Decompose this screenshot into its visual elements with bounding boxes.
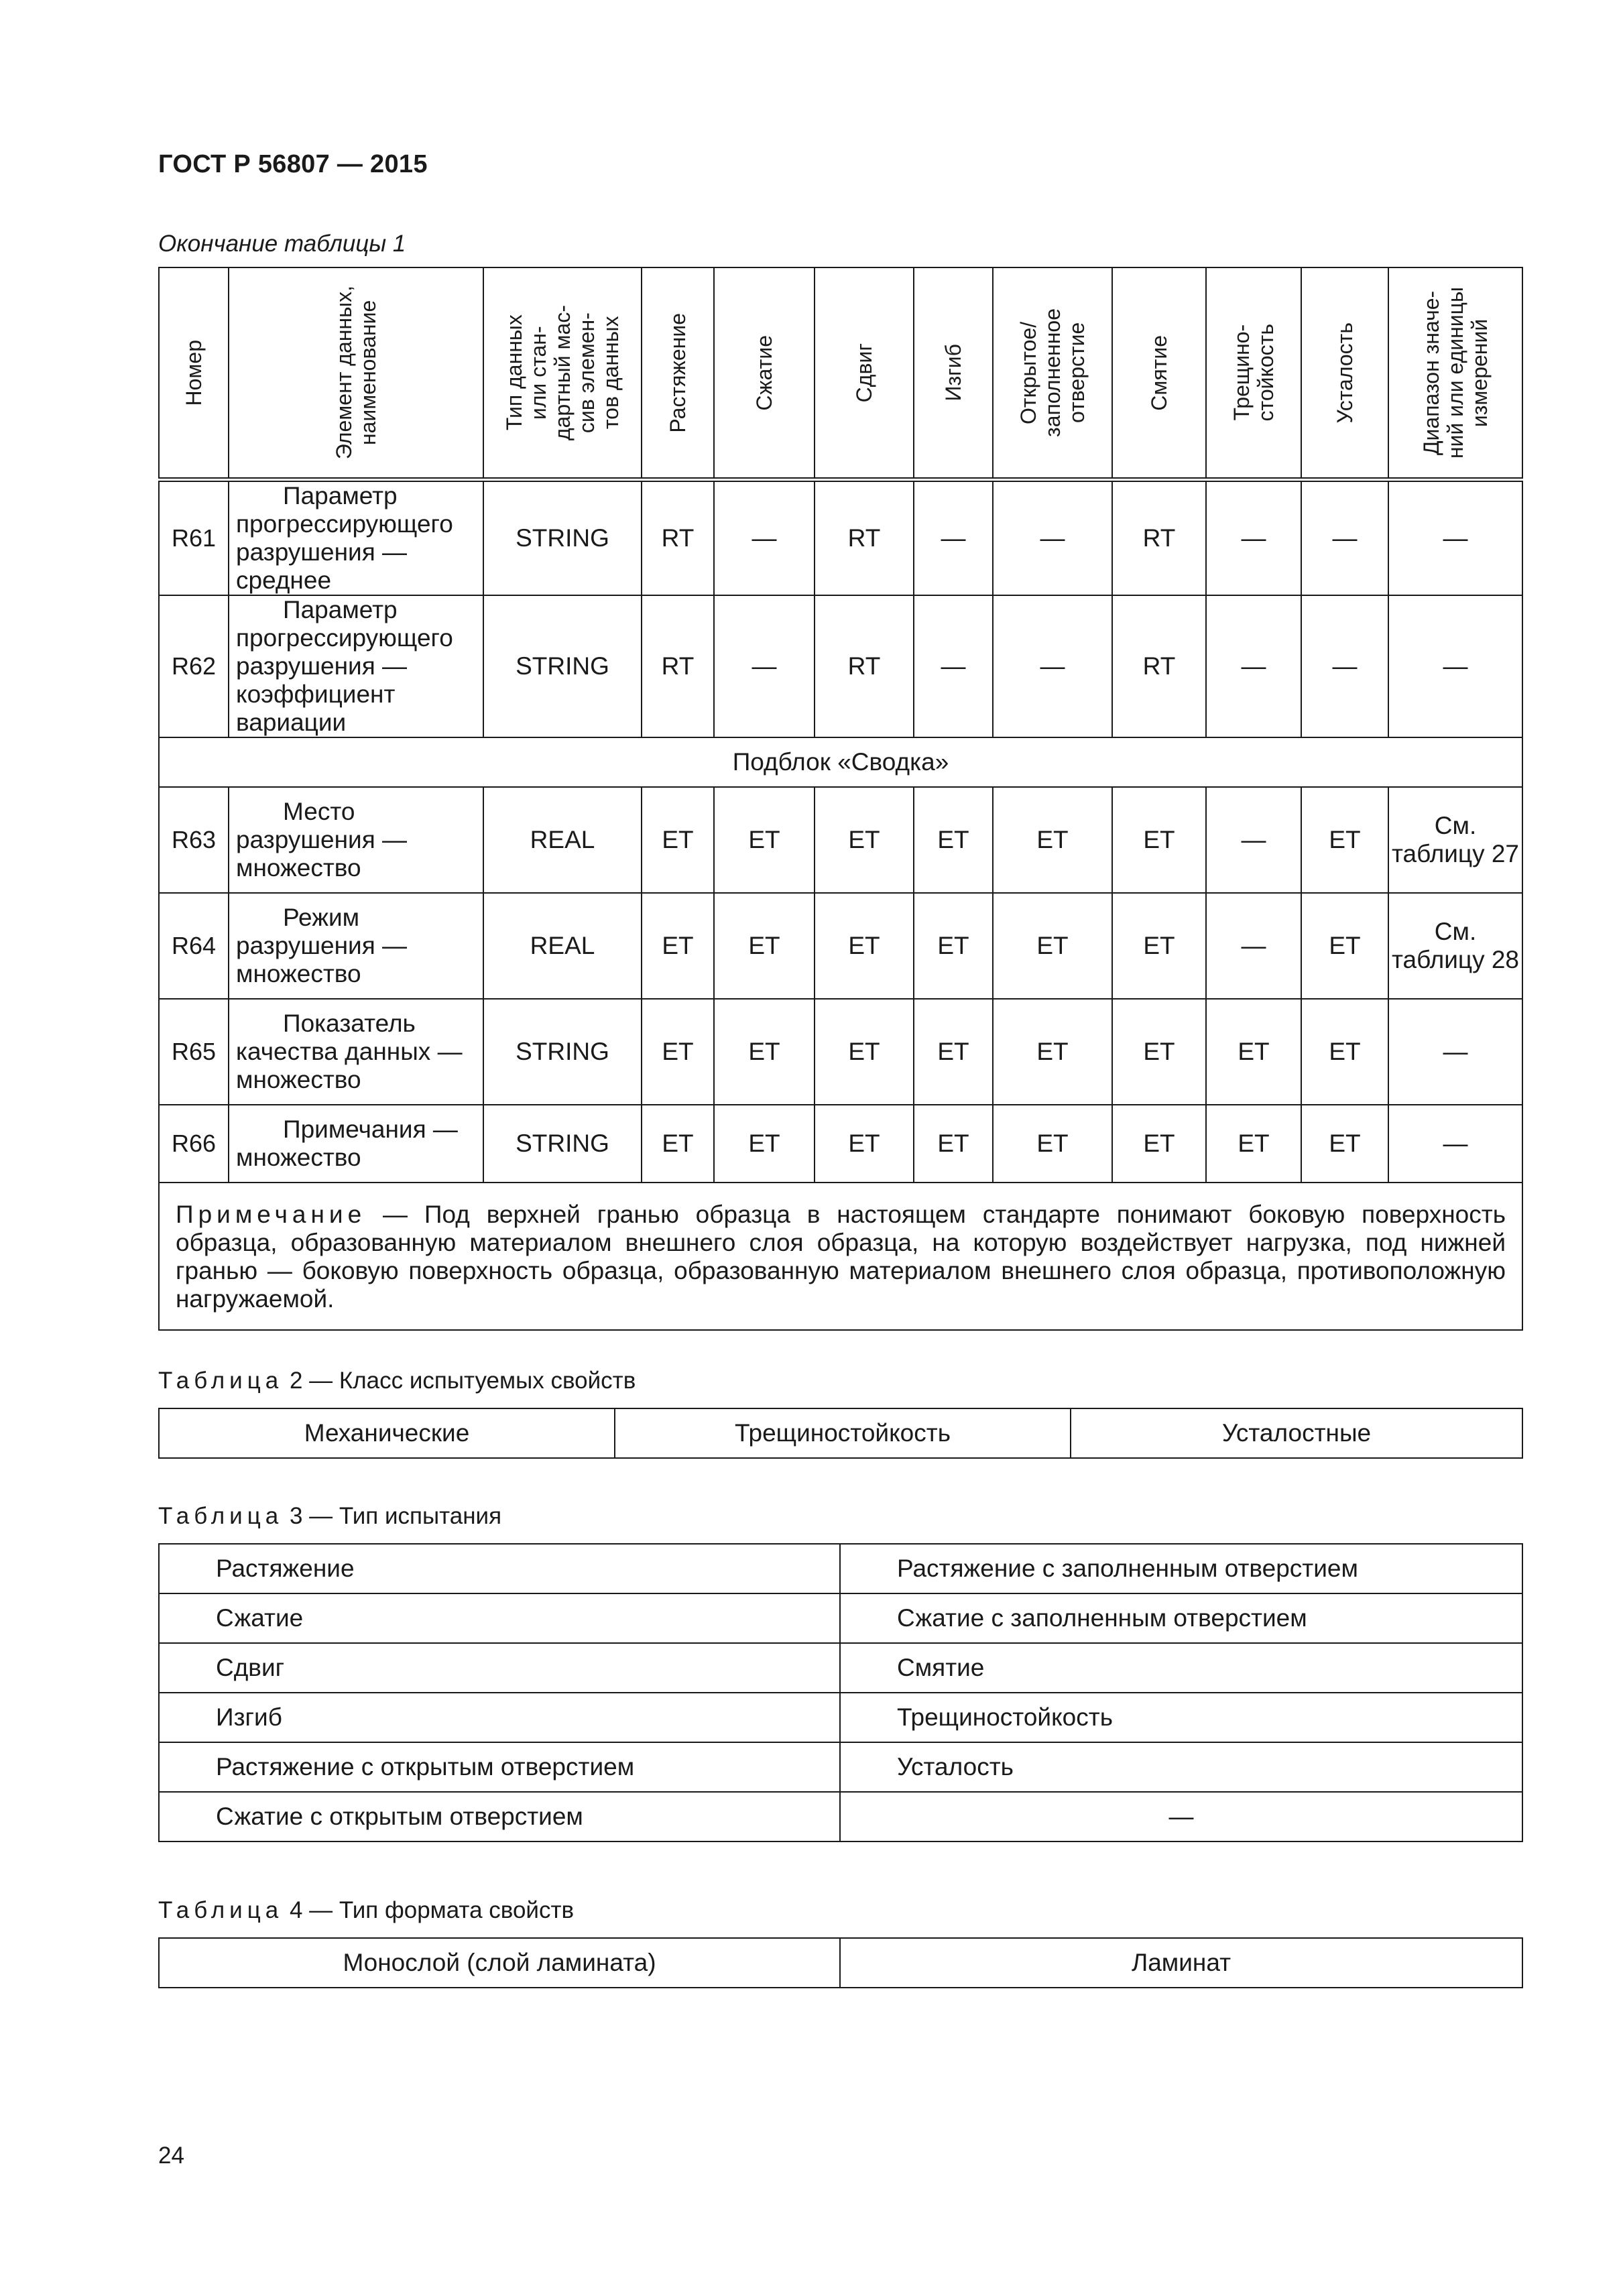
table-cell: Смятие [840, 1643, 1522, 1693]
row-type: STRING [483, 1105, 642, 1183]
cell-value: RT [642, 480, 714, 596]
table-cell: Ламинат [840, 1938, 1522, 1988]
note-label: Примечание [176, 1201, 367, 1228]
column-header-label: Сжатие [752, 335, 776, 411]
cell-value: ET [714, 787, 815, 893]
table-row [159, 787, 1522, 893]
table-cell: Сжатие [159, 1593, 840, 1643]
cell-value: ET [642, 999, 714, 1105]
table-row [159, 893, 1522, 999]
document-header: ГОСТ Р 56807 — 2015 [158, 150, 428, 178]
cell-value: ET [993, 1105, 1112, 1183]
cell-value: — [1206, 893, 1301, 999]
row-name: Режим разрушения — множество [229, 893, 483, 999]
cell-value: ET [1301, 787, 1388, 893]
cell-range: — [1388, 480, 1522, 596]
table4-caption [158, 1897, 574, 1924]
cell-value: RT [642, 595, 714, 737]
table-row [159, 595, 1522, 737]
table4-caption-label: Таблица [158, 1897, 284, 1923]
column-header [229, 267, 483, 480]
cell-value: RT [815, 595, 914, 737]
column-header [993, 267, 1112, 480]
cell-value: ET [642, 787, 714, 893]
cell-value: ET [642, 1105, 714, 1183]
table-row [159, 1938, 1522, 1988]
cell-range: — [1388, 999, 1522, 1105]
cell-value: — [914, 480, 993, 596]
cell-value: — [1206, 480, 1301, 596]
row-name: Примечания — множество [229, 1105, 483, 1183]
cell-value: RT [1112, 480, 1206, 596]
cell-value: — [714, 480, 815, 596]
column-header [159, 267, 229, 480]
cell-value: ET [714, 893, 815, 999]
table2-caption-label: Таблица [158, 1368, 284, 1394]
column-header [1388, 267, 1522, 480]
property-class-table [158, 1408, 1523, 1459]
table-cell: Сжатие с заполненным отверстием [840, 1593, 1522, 1643]
cell-value: ET [1112, 787, 1206, 893]
table-row [159, 1742, 1522, 1792]
table-cell: Трещиностойкость [840, 1693, 1522, 1742]
cell-value: ET [914, 999, 993, 1105]
cell-range: См. таблицу 27 [1388, 787, 1522, 893]
row-number: R63 [159, 787, 229, 893]
table-cell: Сдвиг [159, 1643, 840, 1693]
cell-value: — [714, 595, 815, 737]
row-name: Параметр прогрессирующего разрушения — коэффициент вариации [229, 595, 483, 737]
table2-caption-text: 2 — Класс испытуемых свойств [283, 1368, 636, 1394]
page-number: 24 [158, 2142, 184, 2169]
cell-value: ET [1206, 1105, 1301, 1183]
row-name: Место разрушения — множество [229, 787, 483, 893]
table-cell: — [840, 1792, 1522, 1841]
table-cell: Сжатие с открытым отверстием [159, 1792, 840, 1841]
note-text: — Под верхней гранью образца в настоящем стандарте понимают боковую поверхность образца, образованную материалом внешнего слоя образца, на которую воздействует нагрузка, под нижней гранью — боковую поверхность образца, образованную материалом внешнего слоя образца, противоположную нагружаемой. [176, 1201, 1506, 1313]
row-number: R61 [159, 480, 229, 596]
column-header-label: Смятие [1147, 335, 1171, 411]
table-cell: Растяжение с заполненным отверстием [840, 1544, 1522, 1593]
column-header [642, 267, 714, 480]
column-header [1206, 267, 1301, 480]
table4-caption-text: 4 — Тип формата свойств [283, 1897, 575, 1923]
row-type: REAL [483, 893, 642, 999]
cell-value: — [1206, 595, 1301, 737]
cell-value: ET [1301, 999, 1388, 1105]
table-row [159, 999, 1522, 1105]
table-row [159, 1593, 1522, 1643]
column-header [914, 267, 993, 480]
column-header-label: Сдвиг [852, 343, 876, 403]
cell-value: ET [714, 1105, 815, 1183]
cell-value: — [1206, 787, 1301, 893]
column-header-label: Растяжение [666, 312, 690, 433]
table-cell: Усталостные [1071, 1408, 1522, 1458]
column-header-label: Диапазон значе- ний или единицы измерений [1419, 286, 1492, 459]
cell-value: — [993, 595, 1112, 737]
cell-value: ET [815, 1105, 914, 1183]
row-type: STRING [483, 480, 642, 596]
column-header-label: Номер [182, 339, 206, 406]
cell-value: — [1301, 480, 1388, 596]
table-header-row [159, 267, 1522, 480]
table-cell: Трещиностойкость [615, 1408, 1071, 1458]
cell-value: RT [1112, 595, 1206, 737]
table3-caption-label: Таблица [158, 1503, 284, 1529]
column-header-label: Элемент данных, наименование [332, 286, 380, 460]
table-cell: Изгиб [159, 1693, 840, 1742]
row-type: STRING [483, 595, 642, 737]
table-cell: Монослой (слой ламината) [159, 1938, 840, 1988]
cell-value: ET [993, 893, 1112, 999]
cell-value: ET [1112, 999, 1206, 1105]
cell-value: — [1301, 595, 1388, 737]
row-number: R64 [159, 893, 229, 999]
table2-caption [158, 1368, 636, 1394]
table-row [159, 1643, 1522, 1693]
cell-value: ET [815, 787, 914, 893]
table-cell: Растяжение с открытым отверстием [159, 1742, 840, 1792]
column-header [1301, 267, 1388, 480]
row-number: R66 [159, 1105, 229, 1183]
cell-value: — [993, 480, 1112, 596]
note-row [159, 1183, 1522, 1330]
test-type-table [158, 1543, 1523, 1842]
cell-value: ET [914, 1105, 993, 1183]
subblock-row [159, 737, 1522, 787]
cell-value: ET [993, 787, 1112, 893]
column-header [714, 267, 815, 480]
cell-value: ET [1301, 1105, 1388, 1183]
cell-value: RT [815, 480, 914, 596]
cell-value: ET [1301, 893, 1388, 999]
row-number: R62 [159, 595, 229, 737]
table-row [159, 1105, 1522, 1183]
cell-value: ET [914, 787, 993, 893]
table3-caption-text: 3 — Тип испытания [283, 1503, 502, 1529]
column-header [1112, 267, 1206, 480]
table-row [159, 1792, 1522, 1841]
column-header [815, 267, 914, 480]
row-number: R65 [159, 999, 229, 1105]
column-header-label: Тип данных или стан- дартный мас- сив элемен- тов данных [502, 304, 623, 441]
column-header [483, 267, 642, 480]
table-cell: Механические [159, 1408, 615, 1458]
table-note [159, 1183, 1522, 1330]
table1-caption: Окончание таблицы 1 [158, 231, 406, 257]
column-header-label: Усталость [1333, 322, 1357, 424]
cell-value: ET [914, 893, 993, 999]
cell-range: — [1388, 595, 1522, 737]
table-row [159, 1693, 1522, 1742]
cell-value: ET [714, 999, 815, 1105]
cell-range: — [1388, 1105, 1522, 1183]
column-header-label: Изгиб [941, 344, 965, 402]
column-header-label: Трещино- стойкость [1229, 324, 1278, 422]
table-cell: Растяжение [159, 1544, 840, 1593]
table-row [159, 480, 1522, 596]
table-cell: Усталость [840, 1742, 1522, 1792]
row-name: Показатель качества данных — множество [229, 999, 483, 1105]
cell-value: ET [1112, 1105, 1206, 1183]
cell-range: См. таблицу 28 [1388, 893, 1522, 999]
row-type: STRING [483, 999, 642, 1105]
cell-value: ET [1206, 999, 1301, 1105]
cell-value: ET [993, 999, 1112, 1105]
cell-value: ET [1112, 893, 1206, 999]
cell-value: — [914, 595, 993, 737]
table3-caption [158, 1503, 501, 1530]
cell-value: ET [815, 893, 914, 999]
table-row [159, 1408, 1522, 1458]
cell-value: ET [642, 893, 714, 999]
column-header-label: Открытое/ заполненное отверстие [1016, 308, 1089, 437]
table-row [159, 1544, 1522, 1593]
row-name: Параметр прогрессирующего разрушения — среднее [229, 480, 483, 596]
property-format-table [158, 1937, 1523, 1988]
subblock-title: Подблок «Сводка» [159, 737, 1522, 787]
cell-value: ET [815, 999, 914, 1105]
row-type: REAL [483, 787, 642, 893]
properties-table [158, 267, 1523, 1331]
